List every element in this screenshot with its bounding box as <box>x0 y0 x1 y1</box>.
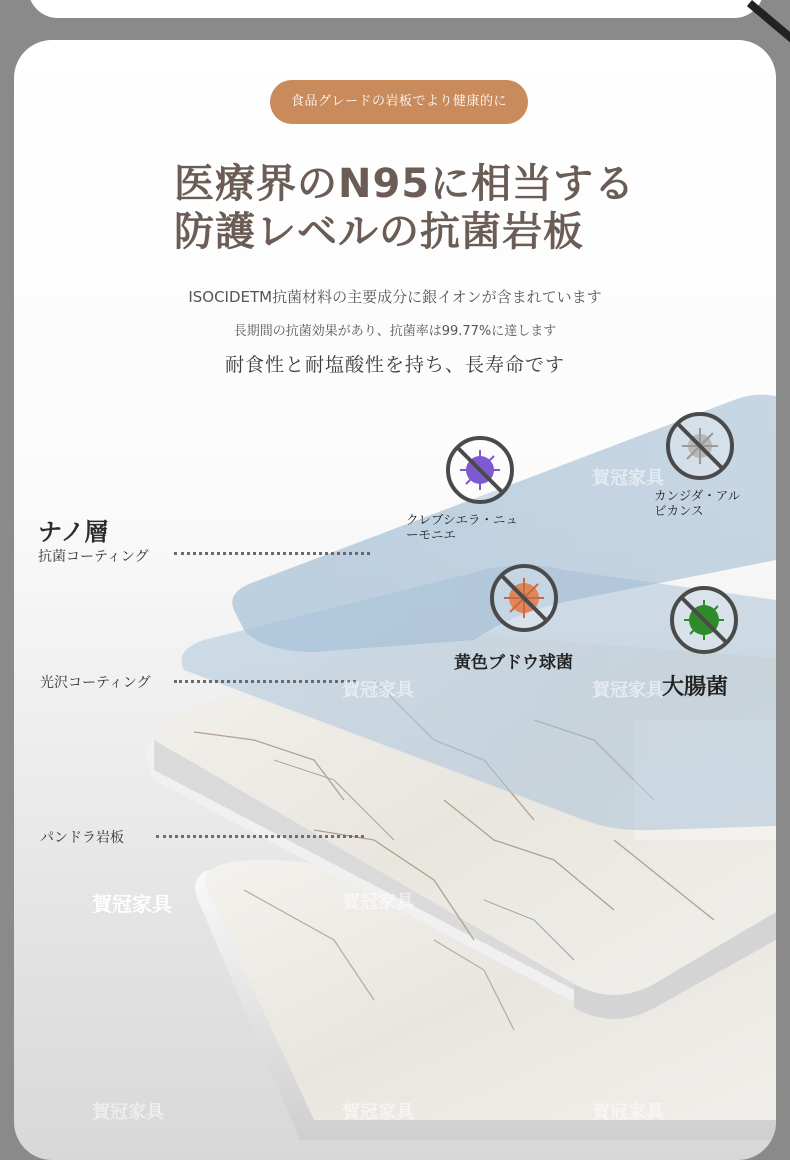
prohibit-ecoli-icon <box>672 588 736 652</box>
pen-decoration <box>747 0 790 45</box>
headline-line2: 防護レベルの抗菌岩板 <box>174 209 584 255</box>
prohibit-staph-icon <box>492 566 556 630</box>
nano-layer-subtitle: 抗菌コーティング <box>38 549 149 565</box>
prohibit-klebsiella-icon <box>448 438 512 502</box>
candida-label <box>654 488 740 518</box>
nano-leader-line <box>174 552 370 555</box>
top-card <box>28 0 764 18</box>
klebsiella-label <box>406 512 518 542</box>
staph-label: 黄色ブドウ球菌 <box>454 653 573 673</box>
watermark-4: 賀冠家具 <box>342 892 414 913</box>
watermark-6: 賀冠家具 <box>342 1102 414 1123</box>
pandora-leader-line <box>156 835 364 838</box>
nano-layer-title: ナノ層 <box>38 518 109 546</box>
watermark-7: 賀冠家具 <box>592 1102 664 1123</box>
layer-illustration <box>14 40 776 1160</box>
candida-label-line1: カンジダ・アル <box>654 488 741 503</box>
headline-line1: 医療界のN95に相当する <box>174 161 636 207</box>
food-grade-badge: 食品グレードの岩板でより健康的に <box>270 80 528 124</box>
klebsiella-label-line2: ーモニエ <box>406 527 457 542</box>
pandora-slab-label: パンドラ岩板 <box>40 830 124 846</box>
klebsiella-label-line1: クレブシエラ・ニュ <box>406 512 519 527</box>
prohibit-candida-icon <box>668 414 732 478</box>
watermark-2: 賀冠家具 <box>342 680 414 701</box>
description-line3: 耐食性と耐塩酸性を持ち、長寿命です <box>224 354 565 376</box>
main-card <box>14 40 776 1160</box>
watermark-1: 賀冠家具 <box>592 468 664 489</box>
description-line2: 長期間の抗菌効果があり、抗菌率は99.77%に達します <box>233 324 557 339</box>
ecoli-label: 大腸菌 <box>662 675 729 700</box>
gloss-leader-line <box>174 680 356 683</box>
candida-label-line2: ビカンス <box>654 503 704 518</box>
gloss-coating-label: 光沢コーティング <box>40 675 151 691</box>
description-line1: ISOCIDETM抗菌材料の主要成分に銀イオンが含まれています <box>188 288 602 306</box>
watermark-3: 賀冠家具 <box>592 680 664 701</box>
watermark-brand: 賀冠家具 <box>92 892 172 916</box>
watermark-5: 賀冠家具 <box>92 1102 164 1123</box>
